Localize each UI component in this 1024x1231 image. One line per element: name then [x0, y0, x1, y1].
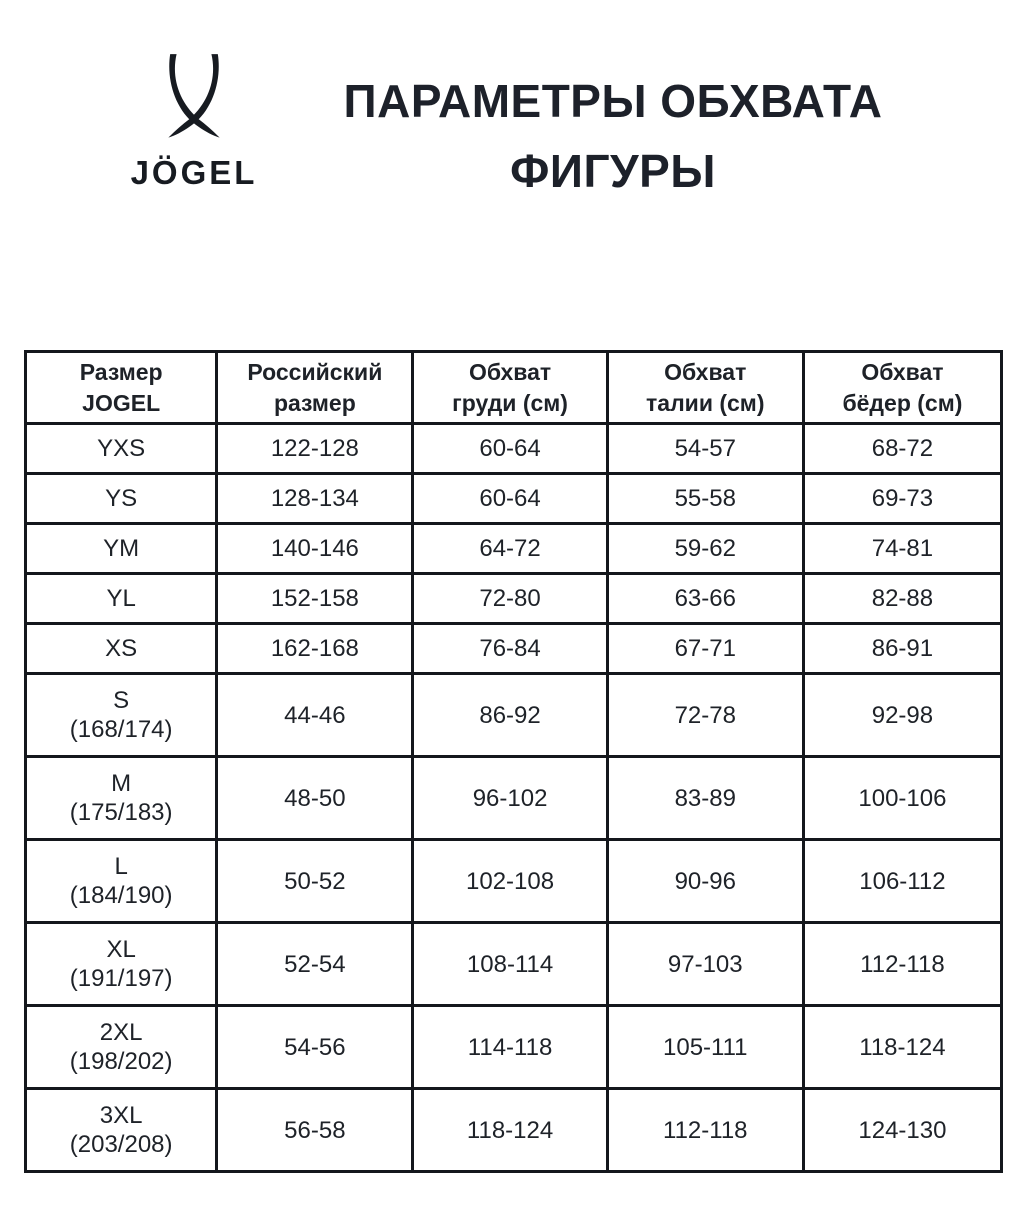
header-line: Российский [247, 358, 383, 385]
table-row [26, 674, 1002, 757]
russian-size-cell: 122-128 [217, 424, 413, 474]
waist-cell: 97-103 [607, 923, 803, 1006]
size-note: (191/197) [69, 965, 173, 992]
size-note: (168/174) [69, 716, 173, 743]
russian-size-cell: 50-52 [217, 840, 413, 923]
header-row [26, 352, 1002, 424]
size-cell [26, 1089, 217, 1172]
hips-cell: 69-73 [803, 474, 1001, 524]
header-line: размер [273, 389, 356, 416]
hips-cell: 74-81 [803, 524, 1001, 574]
size-label: XS [105, 635, 138, 662]
waist-cell: 59-62 [607, 524, 803, 574]
size-label: YS [105, 485, 138, 512]
jogel-wordmark: JÖGEL [130, 154, 258, 191]
table-row [26, 923, 1002, 1006]
page-title [268, 66, 958, 206]
chest-cell: 114-118 [413, 1006, 607, 1089]
header-line: груди (см) [452, 389, 568, 416]
size-note: (198/202) [69, 1048, 173, 1075]
chest-cell: 76-84 [413, 624, 607, 674]
waist-cell: 63-66 [607, 574, 803, 624]
size-table [24, 350, 1003, 1173]
size-cell [26, 1006, 217, 1089]
header-line: Обхват [861, 358, 944, 385]
waist-cell: 67-71 [607, 624, 803, 674]
hips-cell: 106-112 [803, 840, 1001, 923]
russian-size-cell: 56-58 [217, 1089, 413, 1172]
waist-cell: 55-58 [607, 474, 803, 524]
size-label: YXS [97, 435, 146, 462]
hips-cell: 112-118 [803, 923, 1001, 1006]
size-label: M [111, 770, 132, 797]
jogel-logo [124, 54, 264, 192]
waist-cell: 54-57 [607, 424, 803, 474]
hips-cell: 82-88 [803, 574, 1001, 624]
header-cell-size [26, 352, 217, 424]
chest-cell: 102-108 [413, 840, 607, 923]
size-note: (203/208) [69, 1131, 173, 1158]
header-line: талии (см) [646, 389, 765, 416]
size-cell [26, 424, 217, 474]
russian-size-cell: 128-134 [217, 474, 413, 524]
chest-cell: 64-72 [413, 524, 607, 574]
header-line: бёдер (см) [842, 389, 963, 416]
size-cell [26, 524, 217, 574]
size-note: (184/190) [69, 882, 173, 909]
size-label: S [113, 687, 130, 714]
table-row [26, 624, 1002, 674]
waist-cell: 90-96 [607, 840, 803, 923]
waist-cell: 72-78 [607, 674, 803, 757]
russian-size-cell: 52-54 [217, 923, 413, 1006]
hips-cell: 92-98 [803, 674, 1001, 757]
size-cell [26, 574, 217, 624]
table-row [26, 574, 1002, 624]
hips-cell: 124-130 [803, 1089, 1001, 1172]
russian-size-cell: 152-158 [217, 574, 413, 624]
size-label: L [114, 853, 128, 880]
waist-cell: 83-89 [607, 757, 803, 840]
size-cell [26, 923, 217, 1006]
size-table-header [26, 352, 1002, 424]
header-line: JOGEL [82, 389, 161, 416]
russian-size-cell: 162-168 [217, 624, 413, 674]
header-line: Обхват [664, 358, 747, 385]
table-row [26, 424, 1002, 474]
waist-cell: 105-111 [607, 1006, 803, 1089]
size-table-body [26, 424, 1002, 1172]
chest-cell: 86-92 [413, 674, 607, 757]
page-title-line2: ФИГУРЫ [510, 145, 716, 197]
hips-cell: 68-72 [803, 424, 1001, 474]
size-cell [26, 674, 217, 757]
size-label: 3XL [99, 1102, 143, 1129]
russian-size-cell: 54-56 [217, 1006, 413, 1089]
header-cell-chest [413, 352, 607, 424]
russian-size-cell: 44-46 [217, 674, 413, 757]
header-line: Размер [79, 358, 163, 385]
table-row [26, 524, 1002, 574]
size-cell [26, 840, 217, 923]
chest-cell: 96-102 [413, 757, 607, 840]
hips-cell: 118-124 [803, 1006, 1001, 1089]
table-row [26, 757, 1002, 840]
size-label: XL [106, 936, 136, 963]
table-row [26, 1089, 1002, 1172]
hips-cell: 100-106 [803, 757, 1001, 840]
chest-cell: 118-124 [413, 1089, 607, 1172]
size-label: 2XL [99, 1019, 143, 1046]
chest-cell: 60-64 [413, 474, 607, 524]
chest-cell: 72-80 [413, 574, 607, 624]
table-row [26, 1006, 1002, 1089]
header-cell-hips [803, 352, 1001, 424]
table-row [26, 474, 1002, 524]
russian-size-cell: 48-50 [217, 757, 413, 840]
header-line: Обхват [468, 358, 552, 385]
size-label: YL [106, 585, 136, 612]
table-row [26, 840, 1002, 923]
russian-size-cell: 140-146 [217, 524, 413, 574]
size-cell [26, 624, 217, 674]
hips-cell: 86-91 [803, 624, 1001, 674]
size-note: (175/183) [69, 799, 173, 826]
chest-cell: 108-114 [413, 923, 607, 1006]
page-title-line1: ПАРАМЕТРЫ ОБХВАТА [343, 75, 883, 127]
chest-cell: 60-64 [413, 424, 607, 474]
waist-cell: 112-118 [607, 1089, 803, 1172]
header-cell-waist [607, 352, 803, 424]
size-cell [26, 474, 217, 524]
jogel-crossed-horns-icon [161, 54, 227, 146]
header-cell-russian-size [217, 352, 413, 424]
size-cell [26, 757, 217, 840]
size-label: YM [103, 535, 140, 562]
